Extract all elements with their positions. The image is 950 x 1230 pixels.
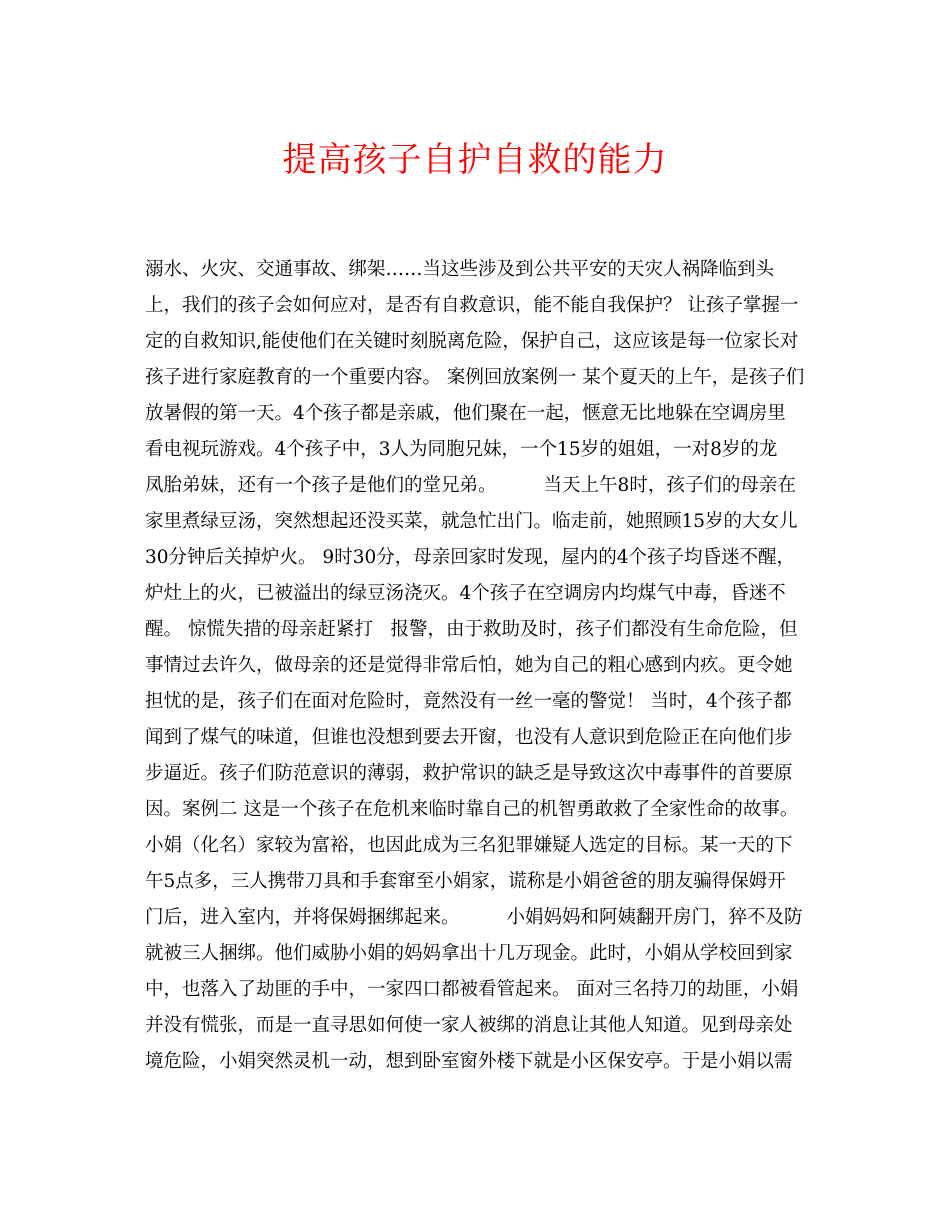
body-line: 上，我们的孩子会如何应对，是否有自救意识，能不能自我保护？ 让孩子掌握一 (145, 295, 799, 316)
body-line: 境危险，小娟突然灵机一动，想到卧室窗外楼下就是小区保安亭。于是小娟以需 (145, 1051, 793, 1072)
body-line: 午5点多，三人携带刀具和手套窜至小娟家，谎称是小娟爸爸的朋友骗得保姆开 (145, 871, 786, 892)
body-line: 因。案例二 这是一个孩子在危机来临时靠自己的机智勇敢救了全家性命的故事。 (145, 799, 799, 820)
body-line: 定的自救知识,能使他们在关键时刻脱离危险，保护自己，这应该是每一位家长对 (145, 331, 799, 352)
body-line: 凤胎弟妹，还有一个孩子是他们的堂兄弟。 当天上午8时，孩子们的母亲在 (145, 475, 796, 496)
body-line: 闻到了煤气的味道，但谁也没想到要去开窗，也没有人意识到危险正在向他们步 (145, 727, 793, 748)
body-line: 就被三人捆绑。他们威胁小娟的妈妈拿出十几万现金。此时，小娟从学校回到家 (145, 943, 793, 964)
body-line: 中，也落入了劫匪的手中，一家四口都被看管起来。 面对三名持刀的劫匪，小娟 (145, 979, 799, 1000)
body-line: 放暑假的第一天。4个孩子都是亲戚，他们聚在一起，惬意无比地躲在空调房里 (145, 403, 786, 424)
body-line: 担忧的是，孩子们在面对危险时，竟然没有一丝一毫的警觉！ 当时，4个孩子都 (145, 691, 792, 712)
document-body (145, 252, 825, 1080)
body-line: 醒。 惊慌失措的母亲赶紧打 报警，由于救助及时，孩子们都没有生命危险，但 (145, 619, 798, 640)
body-line: 溺水、火灾、交通事故、绑架……当这些涉及到公共平安的天灾人祸降临到头 (145, 259, 775, 280)
body-line: 家里煮绿豆汤，突然想起还没买菜，就急忙出门。临走前，她照顾15岁的大女儿 (145, 511, 798, 532)
body-line: 炉灶上的火，已被溢出的绿豆汤浇灭。4个孩子在空调房内均煤气中毒，昏迷不 (145, 583, 786, 604)
body-line: 事情过去许久，做母亲的还是觉得非常后怕，她为自己的粗心感到内疚。更令她 (145, 655, 793, 676)
body-line: 并没有慌张，而是一直寻思如何使一家人被绑的消息让其他人知道。见到母亲处 (145, 1015, 793, 1036)
body-line: 步逼近。孩子们防范意识的薄弱，救护常识的缺乏是导致这次中毒事件的首要原 (145, 763, 793, 784)
body-line: 小娟（化名）家较为富裕，也因此成为三名犯罪嫌疑人选定的目标。某一天的下 (145, 835, 793, 856)
body-line: 30分钟后关掉炉火。 9时30分，母亲回家时发现，屋内的4个孩子均昏迷不醒， (145, 547, 796, 568)
body-line: 孩子进行家庭教育的一个重要内容。 案例回放案例一 某个夏天的上午，是孩子们 (145, 367, 805, 388)
body-line: 看电视玩游戏。4个孩子中，3人为同胞兄妹，一个15岁的姐姐，一对8岁的龙 (145, 439, 778, 460)
body-line: 门后，进入室内，并将保姆捆绑起来。 小娟妈妈和阿姨翻开房门，猝不及防 (145, 907, 803, 928)
document-title: 提高孩子自护自救的能力 (282, 140, 668, 180)
